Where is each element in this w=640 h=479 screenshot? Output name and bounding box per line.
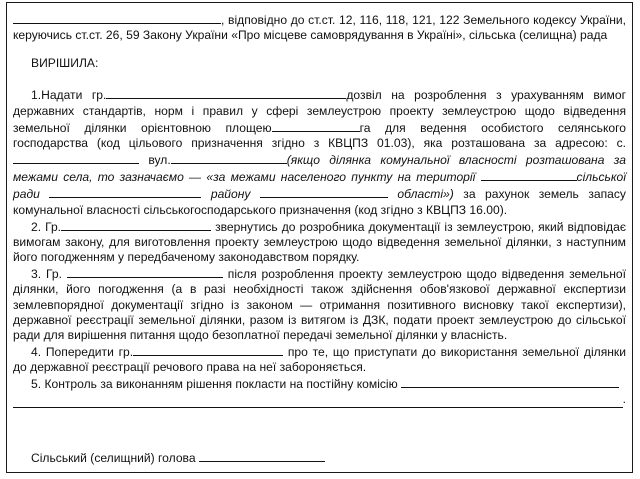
item-2: 2. Гр. звернутись до розробника документації із землеустрою, який відповідає вимогам закону, для виготовлення проекту землеустрою щодо відведення земельної ділянки, з наступним його погодженням у передбаченому законодавством порядку. [13,219,626,265]
item3-name-blank[interactable] [67,265,223,278]
item-4: 4. Попередити гр. про те, що приступати до використання земельної ділянки до державної реєстрації речового права на неї забороняється. [13,344,626,375]
item-3: 3. Гр. після розроблення проекту землеустрою щодо відведення земельної ділянки, його погодження (а в разі необхідності також здійснення обов'язкової державної експертизи землевпорядної документації згідно із законом — отримання позитивного висновку такої експертизи), державної реєстрації земельної ділянки, разом із витягом із ДЗК, подати проект землеустрою до сільської ради для вирішення питання щодо безоплатної передачі земельної ділянки у власність. [13,267,626,342]
area-blank[interactable] [272,119,360,132]
item4-name-blank[interactable] [133,343,283,356]
decision-document [13,11,626,466]
signature-blank[interactable] [199,449,325,462]
extra-blank[interactable] [49,185,201,198]
signature-line: Сільський (селищний) голова [13,449,626,466]
item2-name-blank[interactable] [61,218,211,231]
commission-blank-2[interactable] [13,395,623,408]
council-blank[interactable] [481,168,577,181]
district-blank[interactable] [260,185,388,198]
item-1: 1.Надати гр. дозвіл на розроблення з урахуванням вимог державних стандартів, норм і правил у сфері землеустрою проекту землеустрою щодо відведення земельної ділянки орієнтовною площею га для ведення особистого селянського господарства (код цільового призначення згідно з КВЦПЗ 01.03), яка розташована за адресою: с. вул. (якщо ділянка комунальної власності розташована за межами села, то зазначаємо — «за межами населеного пункту на території сільської ради району області») за рахунок земель запасу комунальної власності сільськогосподарського призначення (код згідно з КВЦПЗ 16.00). [13,88,626,217]
decision-heading: ВИРІШИЛА: [31,56,99,71]
commission-blank[interactable] [401,375,619,388]
street-blank[interactable] [171,151,287,164]
intro-paragraph: , відповідно до ст.ст. 12, 116, 118, 121, 122 Земельного кодексу України, керуючись ст.ст. 26, 59 Закону України «Про місцеве самоврядування в Україні», сільська (селищна) рада [13,13,626,43]
applicant-blank[interactable] [13,11,221,24]
citizen-name-blank[interactable] [106,86,346,99]
item-5: 5. Контроль за виконанням рішення покласти на постійну комісію [13,375,626,392]
item-5-continuation: . [13,392,626,407]
village-blank[interactable] [13,151,139,164]
